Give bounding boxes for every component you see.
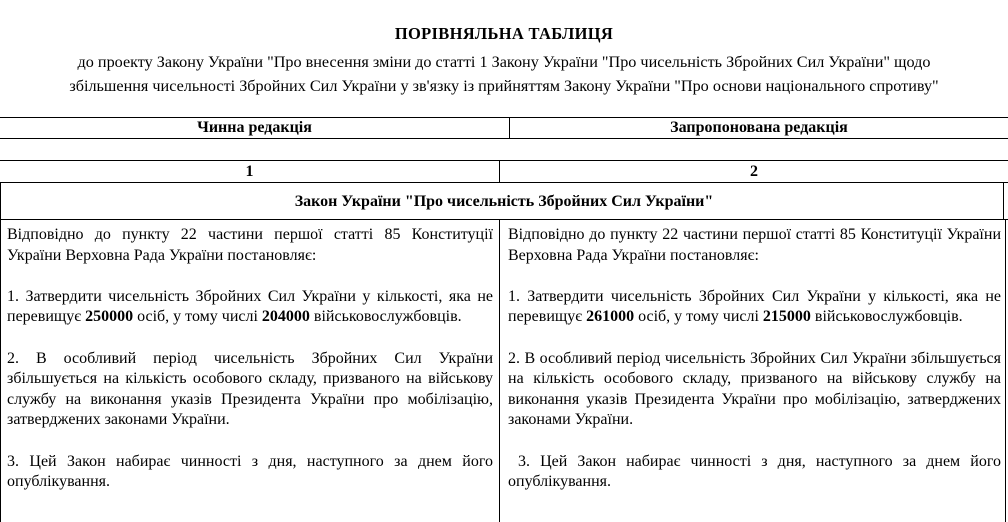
proposed-paragraph-2: 2. В особливий період чисельність Збройних Сил України збільшується на кількість особового складу, призваного на військову службу на виконання указів Президента України про мобілізацію, затверджених законами України.	[508, 349, 1001, 429]
body-divider	[499, 219, 500, 522]
col-number-1: 1	[245, 163, 254, 180]
number-row-bottom-border	[0, 182, 1008, 183]
current-total-number: 250000	[85, 308, 134, 326]
body-left-border	[0, 219, 1, 522]
proposed-paragraph-1: 1. Затвердити чисельність Збройних Сил України у кількості, яка не перевищує 261000 осіб, у тому числі 215000 військовослужбовців.	[508, 287, 1001, 326]
proposed-preamble: Відповідно до пункту 22 частини першої статті 85 Конституції України Верховна Рада України постановляє:	[508, 226, 1001, 264]
number-row-top-border	[0, 160, 1008, 161]
current-paragraph-3: 3. Цей Закон набирає чинності з дня, наступного за днем його опублікування.	[7, 452, 493, 491]
subtitle-line-1: до проекту Закону України "Про внесення зміни до статті 1 Закону України "Про чисельність Збройних Сил України" щодо	[77, 53, 931, 71]
table-top-border	[0, 117, 1008, 118]
col-header-current: Чинна редакція	[197, 119, 312, 136]
law-row-bottom-border	[0, 219, 1008, 220]
current-preamble: Відповідно до пункту 22 частини першої статті 85 Конституції України Верховна Рада України постановляє:	[7, 226, 493, 264]
proposed-military-number: 215000	[762, 308, 811, 326]
current-paragraph-2: 2. В особливий період чисельність Збройних Сил України збільшується на кількість особового складу, призваного на військову службу на виконання указів Президента України про мобілізацію, затверджених законами України.	[7, 349, 493, 429]
proposed-paragraph-3: 3. Цей Закон набирає чинності з дня, наступного за днем його опублікування.	[508, 452, 1001, 491]
current-military-number: 204000	[261, 308, 310, 326]
subtitle-line-2: збільшення чисельності Збройних Сил України у зв'язку із прийняттям Закону України "Про основи національного спротиву"	[69, 77, 939, 95]
header-bottom-border	[0, 138, 1008, 139]
col-header-proposed: Запропонована редакція	[670, 119, 848, 136]
proposed-total-number: 261000	[586, 308, 635, 326]
current-paragraph-1: 1. Затвердити чисельність Збройних Сил України у кількості, яка не перевищує 250000 осіб, у тому числі 204000 військовослужбовців.	[7, 287, 493, 326]
law-title: Закон України "Про чисельність Збройних Сил України"	[294, 193, 714, 210]
current-text-cell	[7, 225, 493, 493]
body-right-border	[1005, 219, 1006, 522]
document-subtitle	[0, 50, 1008, 98]
col-number-2: 2	[750, 163, 758, 180]
proposed-text-cell	[508, 225, 1001, 493]
document-title: ПОРІВНЯЛЬНА ТАБЛИЦЯ	[394, 24, 614, 43]
